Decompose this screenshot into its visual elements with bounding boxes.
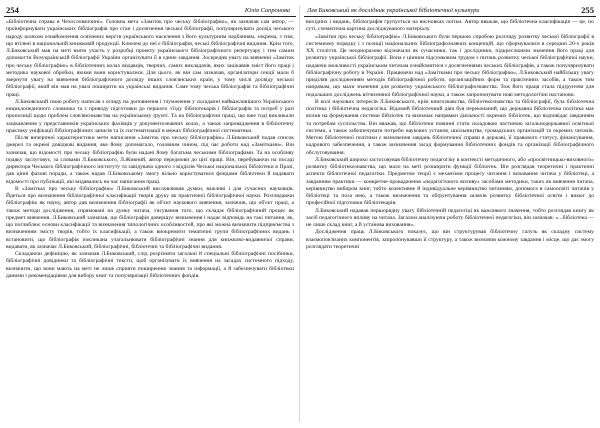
- right-page-number: 255: [581, 5, 594, 15]
- left-paragraph-5: Складаючи дефініцію, як зазначав Л.Биковський, слід розрізняти загальні й спеціальні бібліографічні посібники, бібліографічні довідники та бібліографічні тексти, щоб організувати їх вивчення на засадах системного підходу, визначити, що вони мають на меті не лише сприяти поширенню знання та інформації, а й забезпечувати бібліотеки даними і рекомендаціями для вибору книг та популяризації бібліотечних фондів.: [6, 251, 294, 279]
- right-body-text: [306, 19, 594, 424]
- left-page-number: 254: [6, 5, 19, 15]
- left-page: [4, 0, 296, 428]
- left-paragraph-1: «Бібліотечна справа в Чехословаччині». Головна мета «Заміток про чеську бібліографію», як зазначав сам автор, — проінформувати українських бібліографів про стан і досягнення чеської бібліографії, популяризувати досвід чеського народу шляхом ознайомлення освічених верств українського населення з його культурним надбанням, зокрема, з тим, що втілені в національній книжковій продукції. Ключем до неї є бібліографія, чеські бібліографічні видання. Крім того, Л.Биковський мав на меті взяти участь у розробці проекту українського бібліографічного репертуару і тим самим допомогти Всеукраїнській бібліографії України організувати її в єдине завдання. Зосередив увагу на вивченні «Заміток про чеську бібліографію» в бібліотечних колах видавців, творчих, самих викладачів, яких зацікавив зміст його праці і методика наукової обробки, якими вони користувалися. Для цього, як він сам зазначав, організатори секції мали б звернути увагу на вивчення бібліографічного досвіду інших слов'янських країн, у тому числі досвіду чеської бібліографії, який він мав на увазі поширити на українські видання. Саме тому чеська бібліографія та бібліографічні праці.: [6, 19, 294, 98]
- right-paragraph-3: В колі наукових інтересів Л.Биковського, крім книгознавства, бібліотекознавства та бібліографії, була бібліотечна політика і бібліотечна педагогіка. Відомий бібліотечний діяч був переконаний, що державна бібліотечна політика має вплив на формування системи бібліотек та визначає напрямки діяльності окремих бібліотек, що відповідає завданням та потребам суспільства. Він вважав, що бібліотеки повинні стати складовою частиною загальнодержавної освітньої системи, а також забезпечувати потреби наукових установ, шкільництва, громадських організацій та окремих читачів. Метою бібліотечної політики є визначення завдань бібліотечної справи в державі, її правового статусу, фінансування, кадрового забезпечення, а також визначення засад формування бібліотечних фондів та організації бібліографічного обслуговування.: [306, 98, 594, 156]
- right-paragraph-4: Л.Биковський широко застосовував бібліотечну педагогіку в контексті методичного, або «просвітницько-виховного» розвитку бібліотекознавства, що мало на меті розширити функції бібліотек. Він розглядав теоретичні і практичні аспекти бібліотечної педагогіки. Предметом теорії є механізми процесу читання і виховання читача у бібліотеці, а завданням практики — конкретне провадження «педагогічного впливу» засобами методики, таких як вивчення читача, керівництво вибором книг, тобто колективне й індивідуальне керівництво читанням, допомога в самоосвіті читачів у бібліотеці та поза нею, а також визначення та обґрунтування шляхів розвитку бібліотечної освіти і вимог до професійної підготовки бібліотекарів.: [306, 156, 594, 207]
- left-body-text: [6, 19, 294, 424]
- left-paragraph-3: Після вичерпної характеристики мети написання «Заміток про чеську бібліографію» Л.Биковський подав список джерел та окремі довідкові видання, яке йому допомагало, головним чином, під час роботи над «Замітками». Він зазначав, що відомості про чеську бібліографію були надані йому багатьма чеськими бібліографами. Та на особливу подяку заслуговує, за словами Л.Биковського, Л.Живний, автор передмови до цієї праці. Він, перебуваючи на посаді директора Чеського бібліографічного інституту та завідувача одного з відділів Чеської національної бібліотеки в Празі, дав цінні фахові поради, а також надав Л.Биковському змогу вільно користуватися фондами бібліотеки й надавати відомості про публікації, які видавались на час написання праці.: [6, 135, 294, 185]
- right-paragraph-1: вихідних і видань, бібліографія групується на висновках логіки. Автор вважав, що бібліотечна класифікація — це, по суті, схематична картина досліджуваного матеріалу.: [306, 19, 594, 33]
- left-running-head: [4, 4, 296, 17]
- right-paragraph-5: Л.Биковський надавав першорядну увагу бібліотечній педагогіці як важливого значення, тобто розглядав книгу як засіб педагогічного впливу на читача. Загалом аналізуючи роботу бібліотечної педагогіки, він зазначав: «...бібліотека — не лише склад книг, а й установа виховання».: [306, 207, 594, 228]
- spine-gutter: [299, 6, 300, 422]
- left-paragraph-2: Л.Биковський свою роботу написав з огляду на доповнення і тлумачення у складанні найважливішого Українського енциклопедичного словника та з приводу підготовки до першого з'їзду бібліотекарів і бібліографів та потреб у разі пропозиції щодо проблем слов'янознавства на українському ґрунті. Та на бібліографічні праці, що вже тоді викликали зацікавлення у представників українських фахівців у документознавчих колах, а також запровадження в бібліотечну практику уніфікації бібліографічних записів та їх систематизації в межах бібліографічної систематики.: [6, 98, 294, 134]
- right-running-head: [304, 4, 596, 17]
- right-page: [304, 0, 596, 428]
- right-running-title: Лев Биковський як дослідник української бібліотечної культури: [307, 7, 480, 14]
- right-paragraph-2: «Замітки про чеську бібліографію» Л.Биковського були першою спробою розгляду розвитку чеської бібліографії в системному порядку і з позиції національних бібліографознавчих концепцій, що сформувалися в середині 20-х років ХХ століття. Це неодноразово відзначали як сучасники, так і дослідники, підкреслюючи значення його праці для розвитку української бібліографії. Вона є цінним підсумковим трудом з питань розвитку чеської бібліографічної науки, надаючи можливості українським читачам ознайомитися з досягненнями чеських бібліографів, а також популяризувати бібліографічну роботу в Україні. Працюючи над «Замітками про чеську бібліографію», Л.Биковський найбільшу увагу приділяв дослідженням методів бібліографічної роботи, організаційних форм та практичних засобів, а також тим напрямам, що мали значення для розвитку українського бібліографознавства. Тож його праця стала підґрунтям для подальших досліджень вітчизняної бібліографічної науки, а також запропонувати нові методологічні настанови.: [306, 33, 594, 98]
- right-paragraph-6: Дослідження праць Л.Биковського показує, що він структурував бібліотечну галузь як складну систему взаємопов'язаних компонентів, запропонувавши її структуру, а також визначив кожному завдання і місце, що дає змогу розглядати теоретичні: [306, 229, 594, 250]
- left-paragraph-4: В «Замітках про чеську бібліографію» Л.Биковський висловлював думки, важливі і для сучасних науковців. Йдеться про визначення бібліографічної класифікації творів друку як практичної бібліографічної науки. Розглядаючи бібліографію як науку, автор дав визначення бібліографії як об'єкт наукового вивчення, зазначив, що об'єкт праці, а також методи дослідження, спрямовані на думку читача, з'ясування того, що складає бібліографічний процес як предмет вивчення. Л.Биковський зазначав, що бібліографія довершує визначення і надає відповідь на такі питання, як, що поглиблює основи класифікації та визначення типологічних особливостей, про які можна визначити підприємства з визначенням змісту творів, тобто їх класифікації, а також виокремити тематичні групи бібліографічних видань і встановити, що бібліографія покликана узагальнювати бібліографічні знання для книжково-видавничої справи, видавати, як зазначає Л.Биковський, бібліографічні, бібліотечні та бібліографічні видання.: [6, 185, 294, 250]
- left-running-title: Юлія Сапронова: [244, 7, 290, 14]
